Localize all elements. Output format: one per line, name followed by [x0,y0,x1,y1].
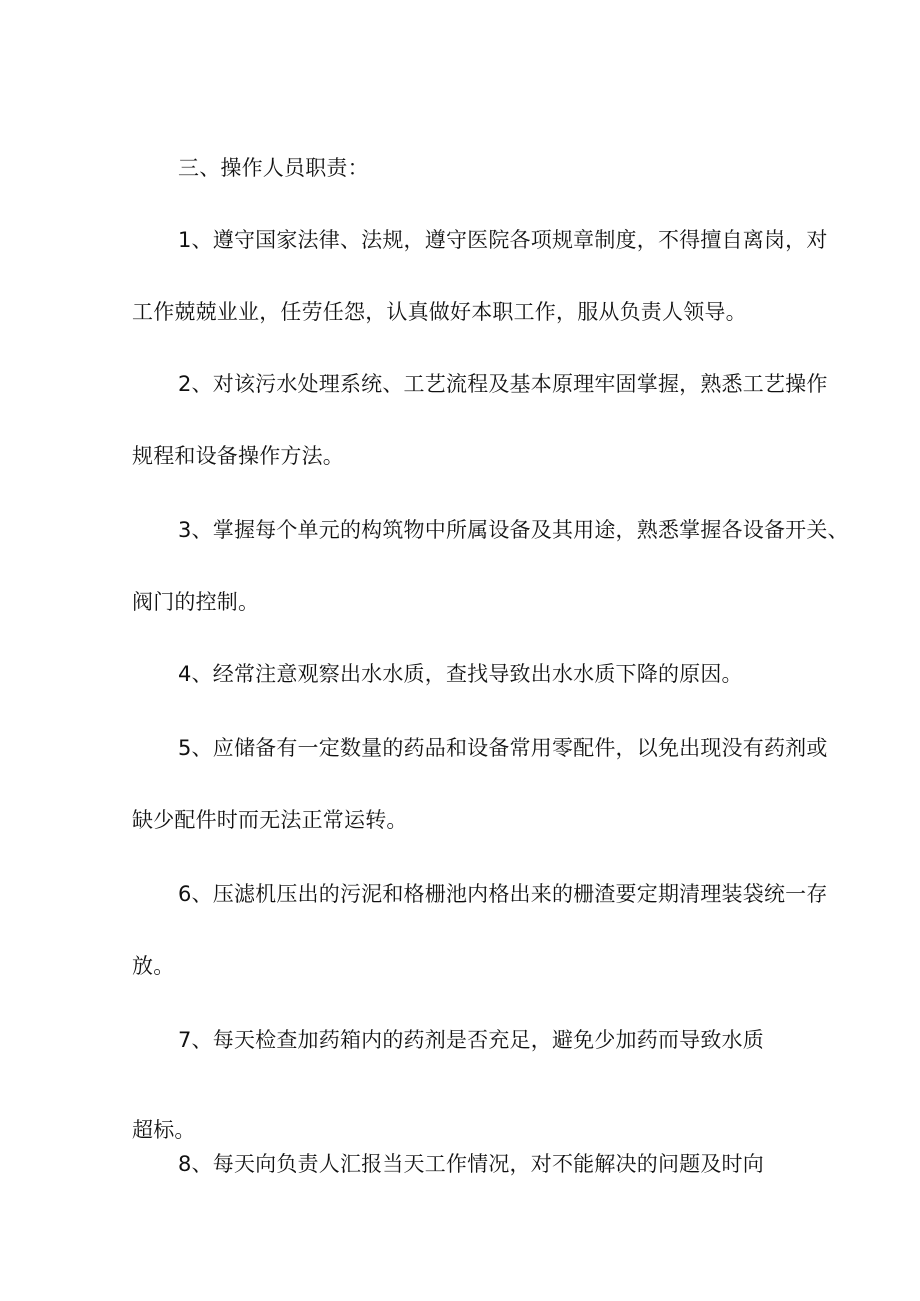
item-2-line-2: 规程和设备操作方法。 [132,444,344,468]
item-5-line-2: 缺少配件时而无法正常运转。 [132,808,408,832]
item-6-line-2: 放。 [132,954,175,978]
section-heading: 三、操作人员职责： [178,156,369,180]
item-8-line-1: 8、每天向负责人汇报当天工作情况，对不能解决的问题及时向 [178,1152,764,1176]
item-6-line-1: 6、压滤机压出的污泥和格栅池内格出来的栅渣要定期清理装袋统一存 [178,882,828,906]
item-7-line-1: 7、每天检查加药箱内的药剂是否充足，避免少加药而导致水质 [178,1028,764,1052]
item-1-line-2: 工作兢兢业业，任劳任怨，认真做好本职工作，服从负责人领导。 [132,300,747,324]
item-5-line-1: 5、应储备有一定数量的药品和设备常用零配件，以免出现没有药剂或 [178,736,828,760]
item-4-line-1: 4、经常注意观察出水水质，查找导致出水水质下降的原因。 [178,662,743,686]
item-2-line-1: 2、对该污水处理系统、工艺流程及基本原理牢固掌握，熟悉工艺操作 [178,372,828,396]
item-7-line-2: 超标。 [132,1118,196,1142]
item-1-line-1: 1、遵守国家法律、法规，遵守医院各项规章制度，不得擅自离岗，对 [178,228,828,252]
item-3-line-2: 阀门的控制。 [132,590,260,614]
item-3-line-1: 3、掌握每个单元的构筑物中所属设备及其用途，熟悉掌握各设备开关、 [178,518,849,542]
